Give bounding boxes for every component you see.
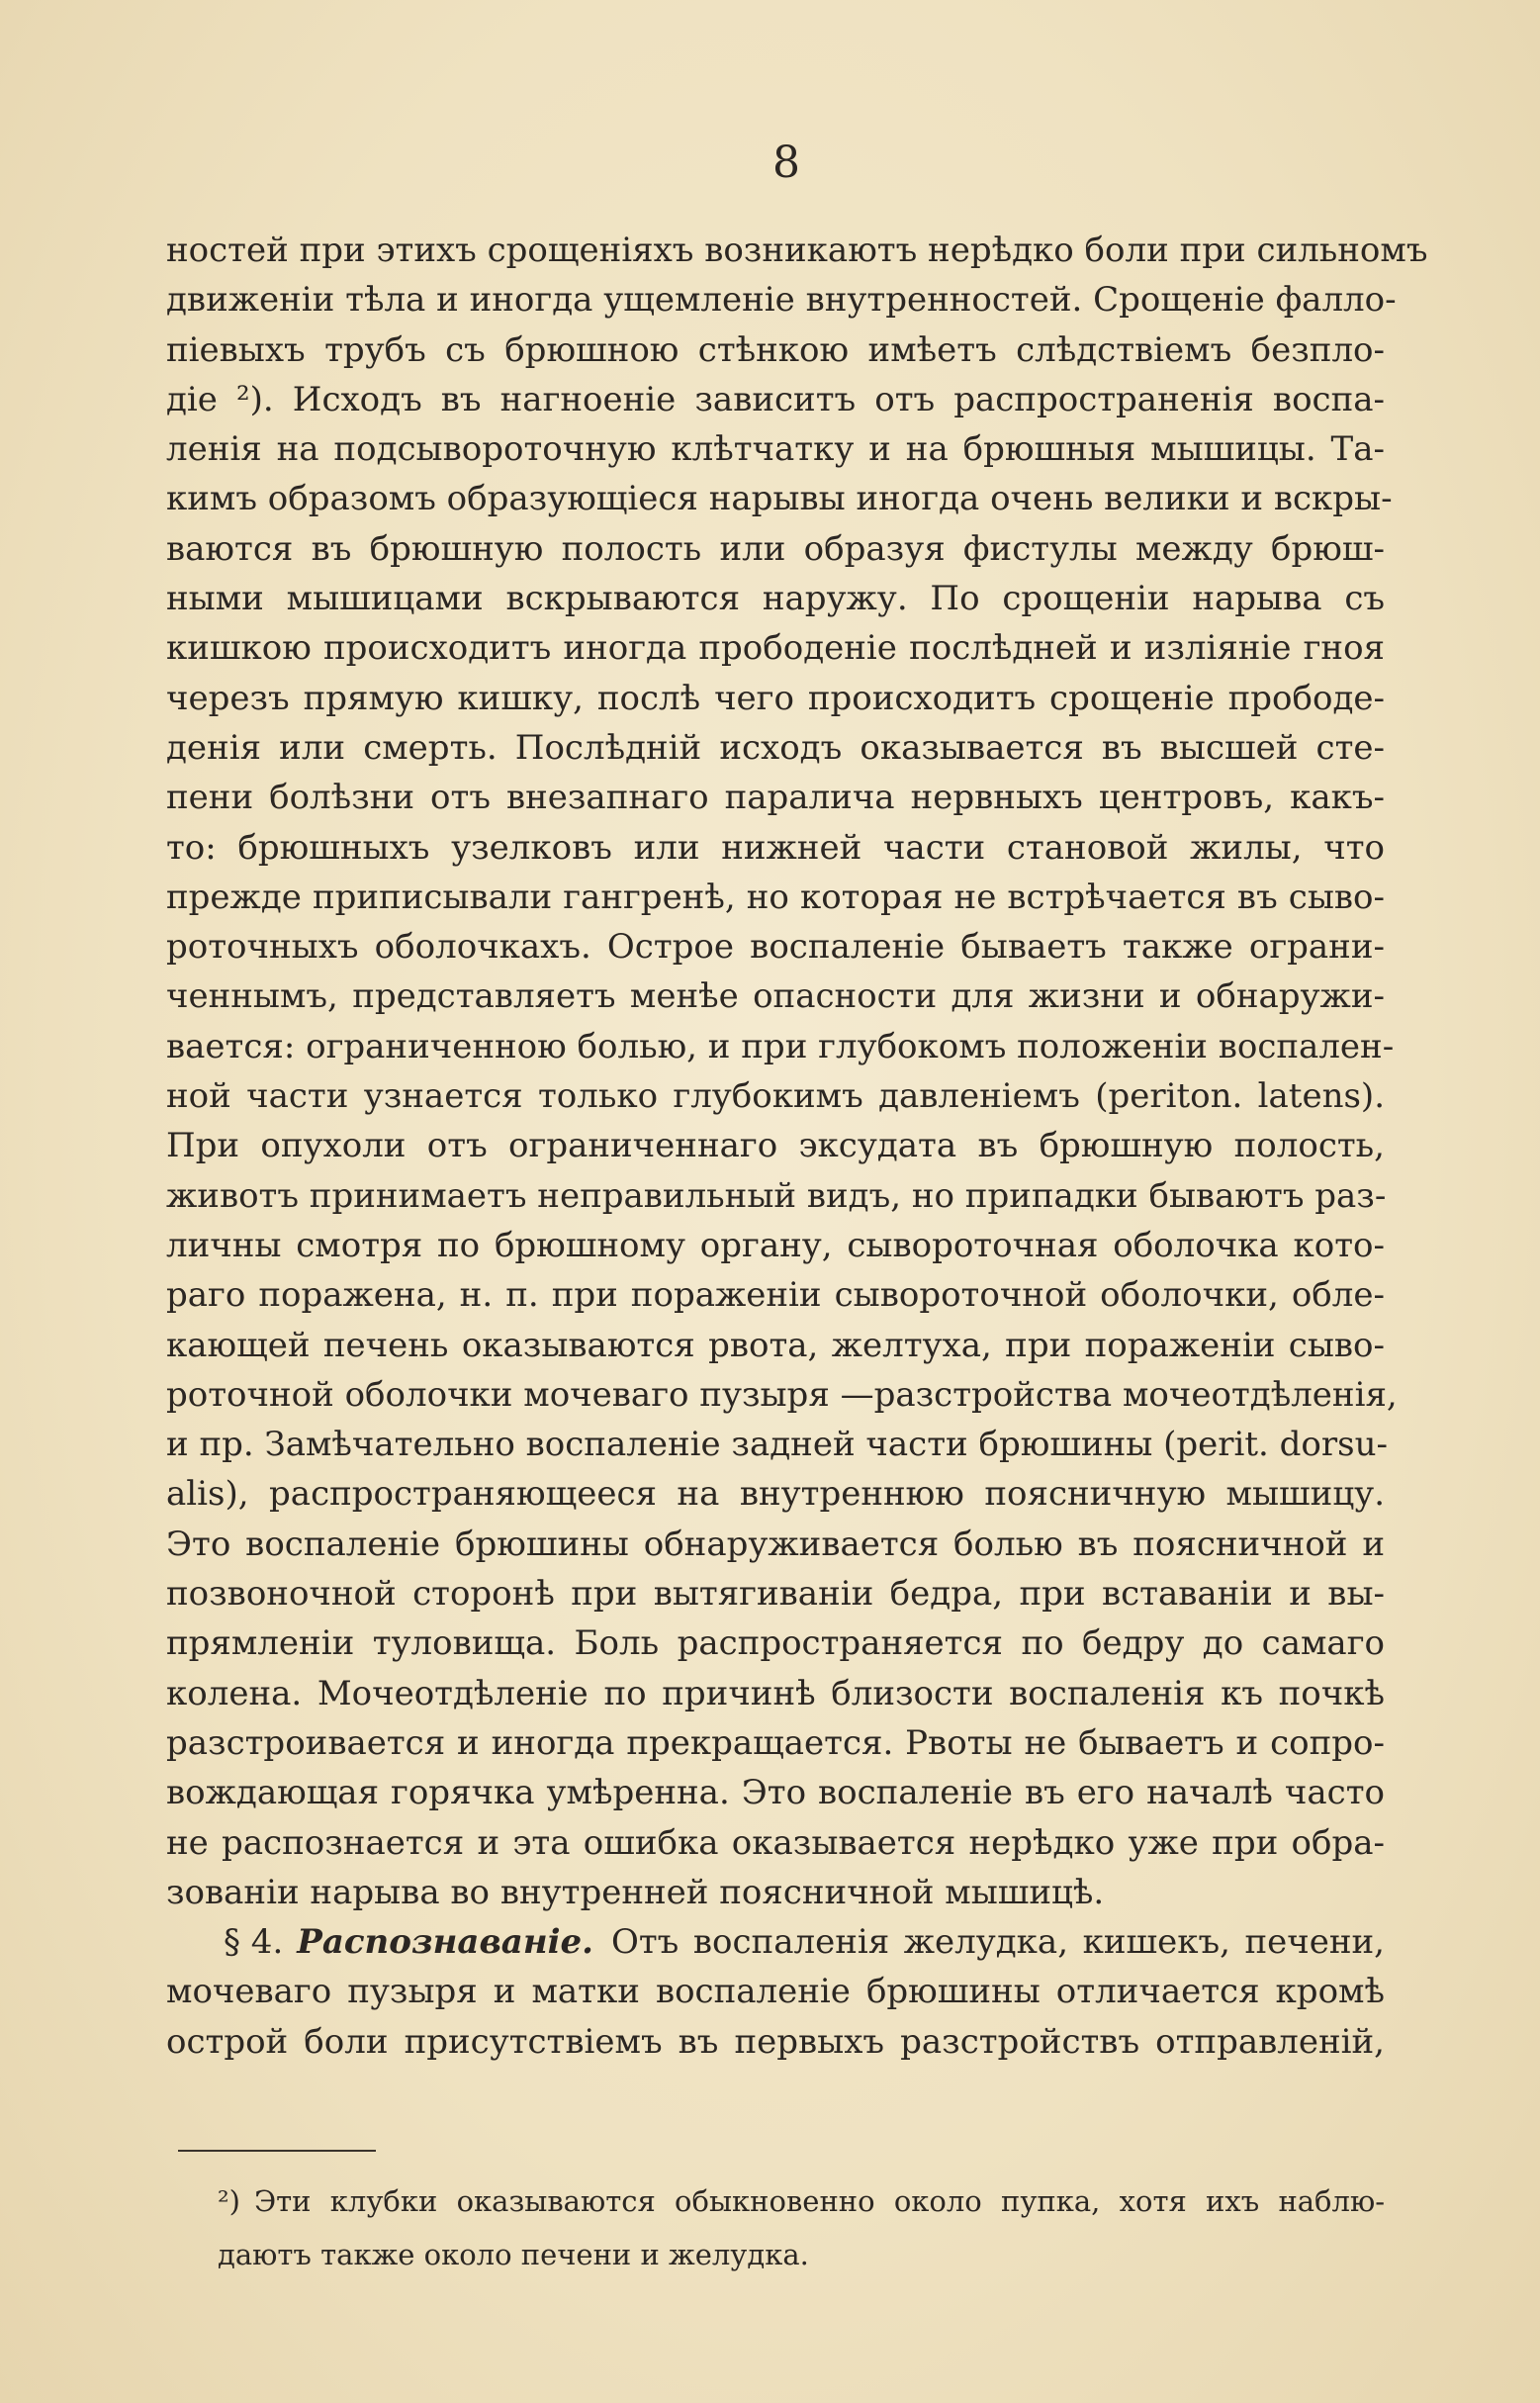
text-line — [166, 524, 1385, 574]
text-line — [166, 1321, 1385, 1370]
text-line-content: и пр. Замѣчательно воспаленіе задней части брюшины (perit. dorsu- — [166, 1425, 1388, 1465]
text-line — [166, 674, 1385, 723]
text-line — [166, 1121, 1385, 1170]
page-number: 8 — [772, 138, 800, 188]
text-line-content: острой боли присутствіемъ въ первыхъ разстройствъ отправленій, — [166, 2021, 1385, 2062]
text-line — [166, 1469, 1385, 1519]
text-line-content: зованіи нарыва во внутренней поясничной мышицѣ. — [166, 1872, 1105, 1912]
text-line-content: денія или смерть. Послѣдній исходъ оказывается въ высшей сте- — [166, 727, 1385, 768]
body-text — [166, 226, 1428, 2067]
footnote-marker: ²) — [218, 2184, 240, 2218]
text-line — [166, 375, 1385, 424]
footnote-divider — [178, 2150, 376, 2152]
text-line-content: прямленіи туловища. Боль распространяется по бедру до самаго — [166, 1623, 1385, 1664]
text-line-content: вождающая горячка умѣренна. Это воспаленіе въ его началѣ часто — [166, 1773, 1385, 1813]
text-line — [166, 1569, 1385, 1618]
text-line — [166, 1818, 1385, 1868]
text-line — [166, 1520, 1385, 1569]
text-line — [166, 823, 1385, 873]
text-line-content: При опухоли отъ ограниченнаго эксудата въ брюшную полость, — [166, 1126, 1385, 1166]
text-line — [166, 1420, 1388, 1469]
text-line — [166, 1221, 1385, 1270]
text-line — [166, 325, 1385, 375]
footnote-text: даютъ также около печени и желудка. — [218, 2238, 809, 2271]
text-line-content: кающей печень оказываются рвота, желтуха, при пораженіи сыво- — [166, 1325, 1385, 1365]
section-mark: § 4. — [224, 1922, 284, 1963]
text-line — [166, 424, 1385, 474]
text-line — [166, 1618, 1385, 1668]
text-line-content: ной части узнается только глубокимъ давленіемъ (periton. latens). — [166, 1076, 1385, 1117]
text-line-content: пени болѣзни отъ внезапнаго паралича нервныхъ центровъ, какъ- — [166, 778, 1385, 818]
text-line-content: раго поражена, н. п. при пораженіи сывороточной оболочки, обле- — [166, 1275, 1385, 1316]
text-line — [166, 474, 1393, 523]
text-line-content: Это воспаленіе брюшины обнаруживается болью въ поясничной и — [166, 1524, 1385, 1564]
text-line-content: кишкою происходитъ иногда прободеніе послѣдней и изліяніе гноя — [166, 628, 1385, 669]
text-line — [166, 1270, 1385, 1320]
footnote-text: Эти клубки оказываются обыкновенно около пупка, хотя ихъ наблю- — [253, 2184, 1385, 2218]
text-line — [166, 1718, 1385, 1768]
text-line — [166, 1768, 1385, 1817]
section-4-heading-line — [166, 1917, 1385, 1967]
text-line — [166, 1370, 1398, 1420]
text-line — [166, 1071, 1385, 1121]
text-line — [166, 623, 1385, 673]
text-line — [166, 922, 1385, 971]
text-line-content: разстроивается и иногда прекращается. Рвоты не бываетъ и сопро- — [166, 1722, 1385, 1763]
text-line — [166, 1967, 1385, 2016]
footnote-line — [218, 2228, 1385, 2281]
text-line — [166, 773, 1385, 822]
text-line-content: кимъ образомъ образующіеся нарывы иногда очень велики и вскры- — [166, 479, 1393, 519]
text-line-content: ченнымъ, представляетъ менѣе опасности для жизни и обнаружи- — [166, 976, 1385, 1017]
text-line — [166, 275, 1397, 324]
footnotes — [218, 2174, 1385, 2281]
text-line-content: личны смотря по брюшному органу, сывороточная оболочка кото- — [166, 1225, 1385, 1265]
text-line-content: не распознается и эта ошибка оказывается нерѣдко уже при обра- — [166, 1822, 1385, 1863]
text-line-content: мочеваго пузыря и матки воспаленіе брюшины отличается кромѣ — [166, 1972, 1385, 2012]
text-line-content: ленія на подсывороточную клѣтчатку и на брюшныя мышицы. Та- — [166, 429, 1385, 470]
text-line — [166, 723, 1385, 773]
text-line-content: роточной оболочки мочеваго пузыря —разстройства мочеотдѣленія, — [166, 1374, 1398, 1415]
text-line — [166, 873, 1385, 922]
text-line-content: ными мышицами вскрываются наружу. По срощеніи нарыва съ — [166, 579, 1385, 619]
text-line — [166, 1868, 1385, 1917]
text-line-content: позвоночной сторонѣ при вытягиваніи бедра, при вставаніи и вы- — [166, 1574, 1385, 1615]
text-line-content: ваются въ брюшную полость или образуя фистулы между брюш- — [166, 528, 1385, 569]
text-line — [166, 1171, 1385, 1221]
text-line-content: діе ²). Исходъ въ нагноеніе зависитъ отъ распространенія воспа- — [166, 379, 1385, 419]
text-line — [166, 1669, 1385, 1718]
text-line — [166, 574, 1385, 623]
text-line-content: движеніи тѣла и иногда ущемленіе внутренностей. Срощеніе фалло- — [166, 280, 1397, 321]
text-line — [166, 1022, 1395, 1071]
text-line-content: ностей при этихъ срощеніяхъ возникаютъ нерѣдко боли при сильномъ — [166, 231, 1428, 270]
section-text: Отъ воспаленія желудка, кишекъ, печени, — [611, 1922, 1385, 1963]
text-line-content: черезъ прямую кишку, послѣ чего происходитъ срощеніе прободе- — [166, 678, 1385, 718]
text-line — [166, 226, 1428, 275]
text-line-content: прежде приписывали гангренѣ, но которая не встрѣчается въ сыво- — [166, 877, 1385, 917]
text-line-content: піевыхъ трубъ съ брюшною стѣнкою имѣетъ слѣдствіемъ безпло- — [166, 329, 1385, 370]
text-line — [166, 2017, 1385, 2067]
text-line-content: alis), распространяющееся на внутреннюю поясничную мышицу. — [166, 1474, 1385, 1515]
text-line-content: колена. Мочеотдѣленіе по причинѣ близости воспаленія къ почкѣ — [166, 1673, 1385, 1713]
text-line-content: животъ принимаетъ неправильный видъ, но припадки бываютъ раз- — [166, 1175, 1387, 1216]
text-line — [166, 971, 1385, 1021]
text-line-content: роточныхъ оболочкахъ. Острое воспаленіе бываетъ также ограни- — [166, 927, 1385, 968]
text-line-content: вается: ограниченною болью, и при глубокомъ положеніи воспален- — [166, 1026, 1395, 1066]
text-line-content: то: брюшныхъ узелковъ или нижней части становой жилы, что — [166, 827, 1385, 868]
section-heading: Распознаваніе. — [297, 1922, 593, 1963]
footnote-line — [218, 2174, 1385, 2228]
